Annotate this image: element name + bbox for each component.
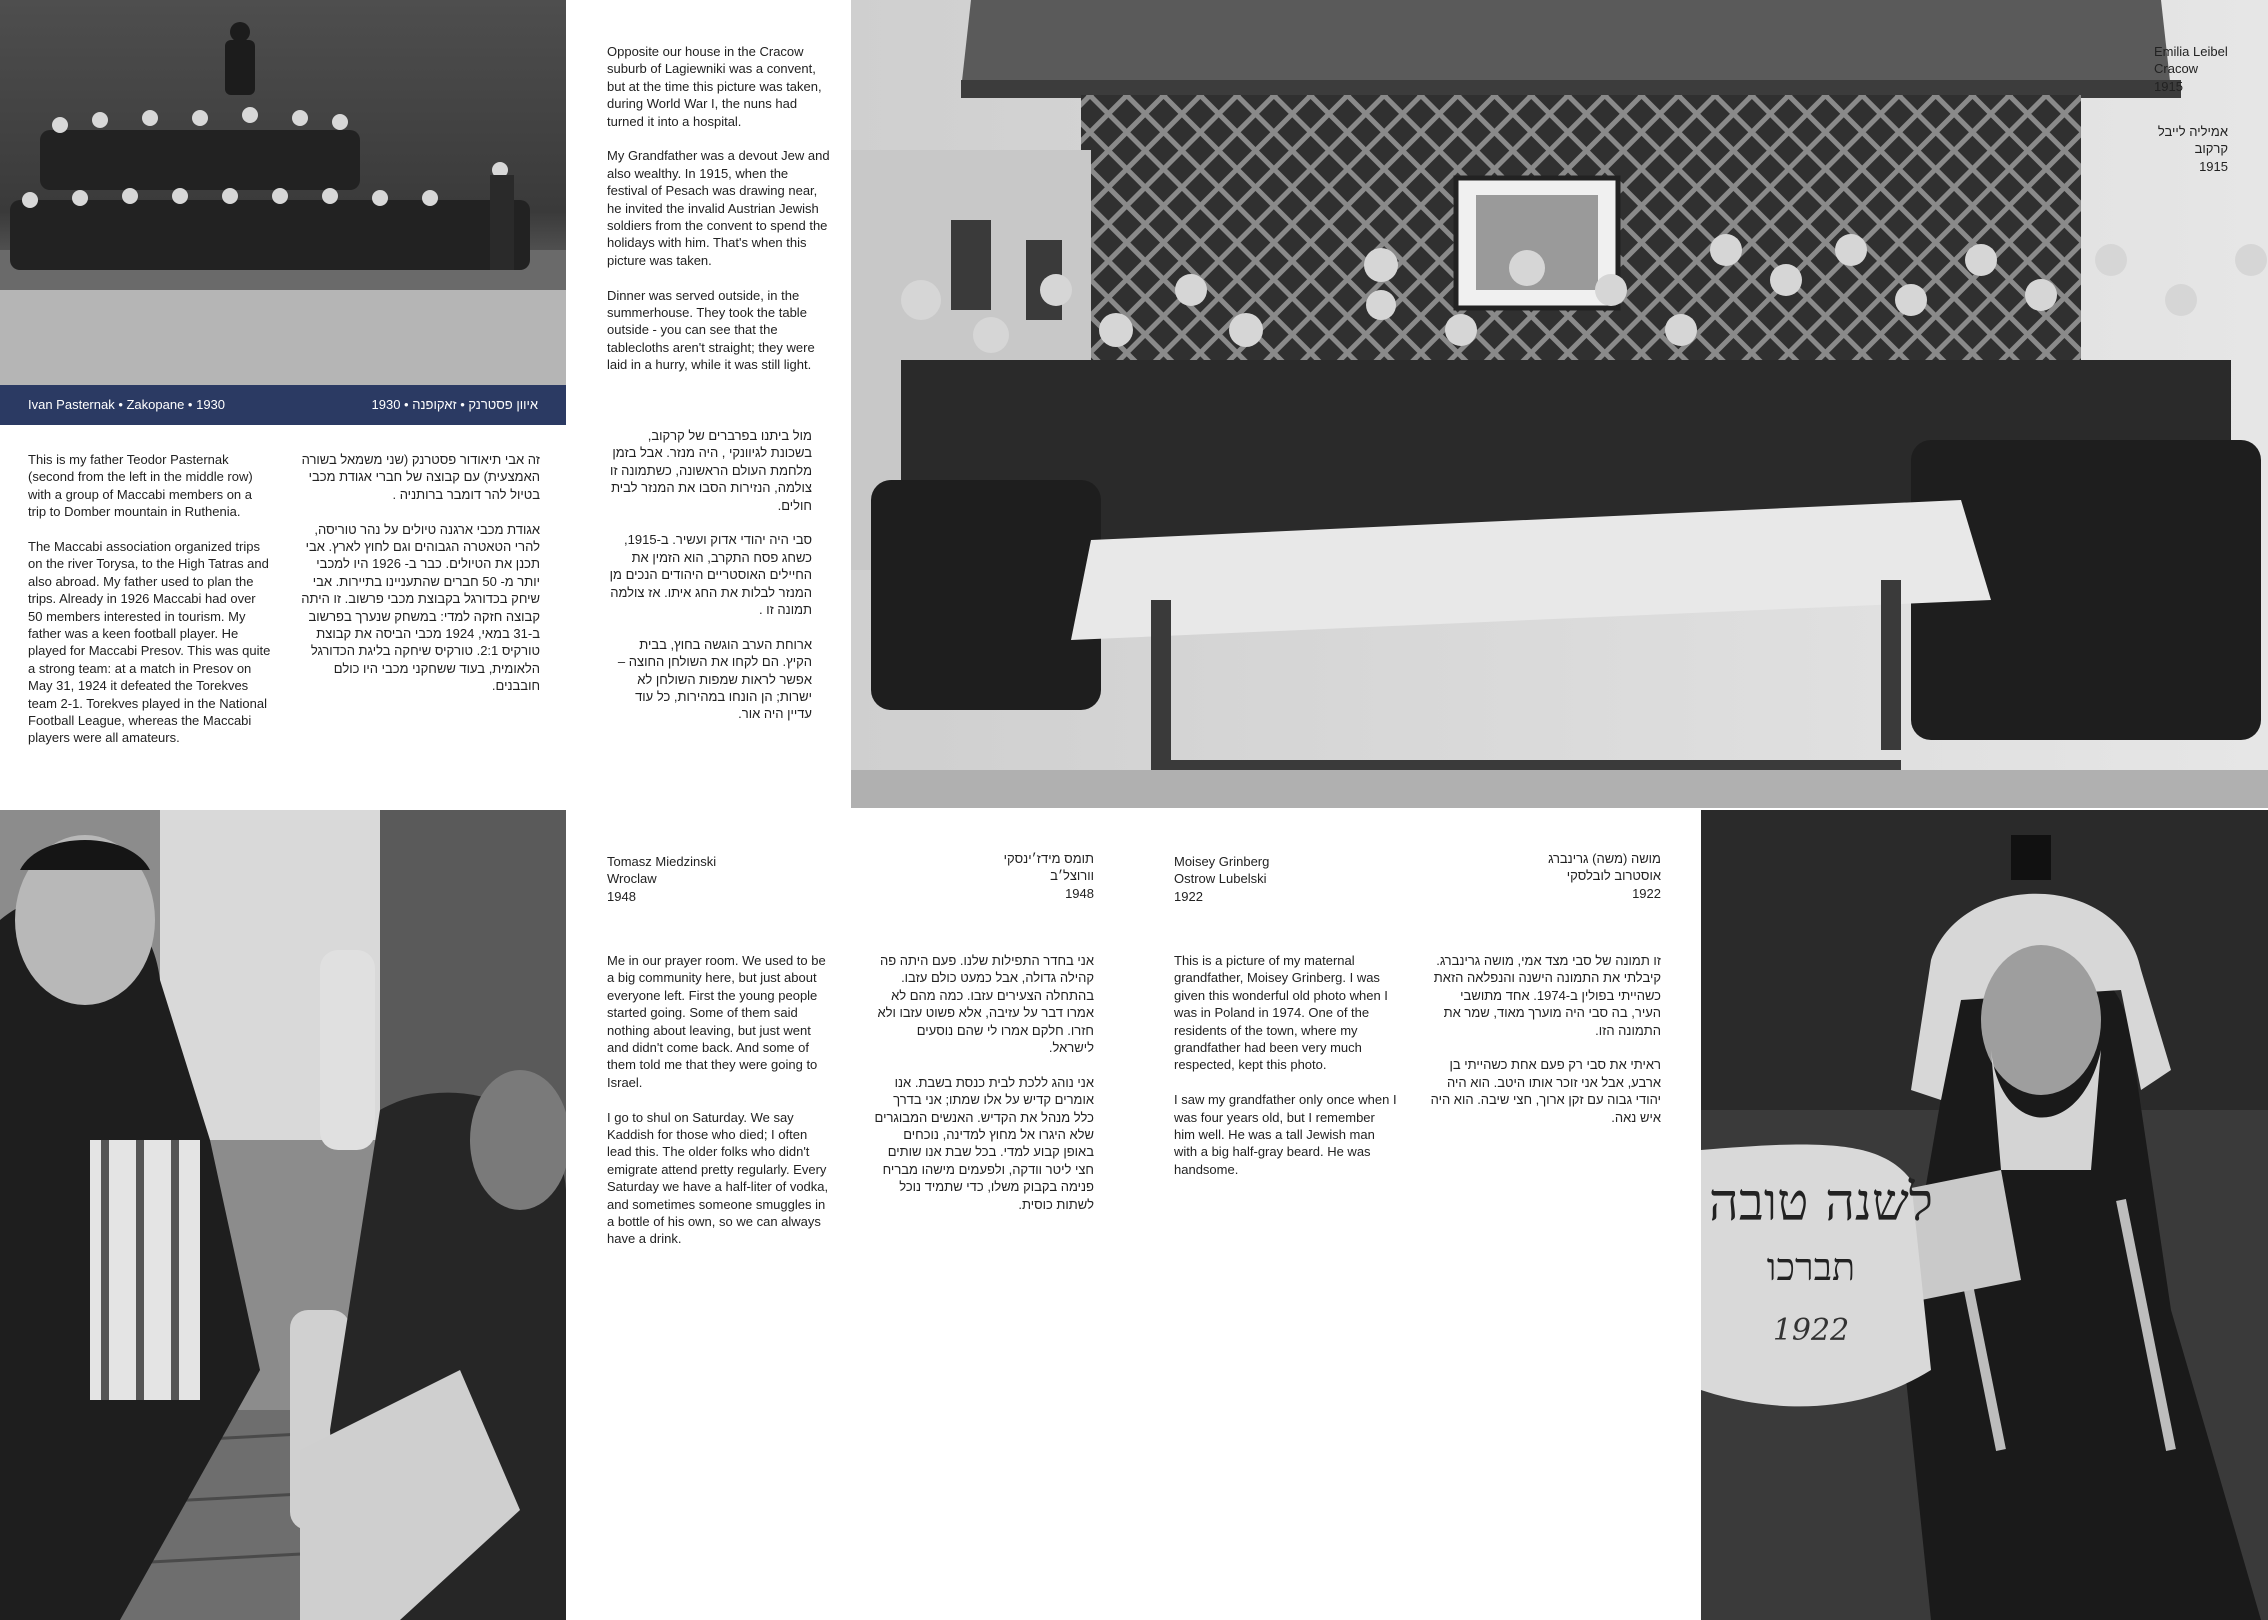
story-english-moisey: [1174, 952, 1399, 1196]
caption-hebrew-emilia: [2158, 123, 2228, 175]
caption-line: 1915: [2154, 78, 2183, 94]
caption-english-emilia: [2154, 43, 2228, 95]
caption-line: 1915: [2199, 158, 2228, 174]
banner-year-text: 1922: [1772, 1313, 1850, 1348]
story-english-tomasz: [607, 952, 832, 1265]
caption-line: אמיליה לייבל: [2157, 124, 2228, 139]
caption-hebrew-tomasz: [1004, 850, 1094, 902]
paragraph: I go to shul on Saturday. We say Kaddish for those who died; I often lead this. The older folks who didn't emigrate attend pretty regularly. Every Saturday we have a half-liter of vodka, and sometimes someone smuggles in a bottle of his own, so we can always have a drink.: [607, 1109, 829, 1247]
paragraph: This is a picture of my maternal grandfather, Moisey Grinberg. I was given this wonderful old photo when I was in Poland in 1974. One of the residents of the town, where my grandfather had been very much respected, kept this photo.: [1174, 953, 1388, 1073]
story-hebrew-tomasz: [870, 952, 1094, 1230]
caption-line: Tomasz Miedzinski: [607, 854, 717, 869]
paragraph: ארוחת הערב הוגשה בחוץ, בבית הקיץ. הם לקחו את השולחן החוצה – אפשר לראות שמפות השולחן לא ישרות; הן הונחו במהירות, כל עוד עדיין היה אור.: [617, 636, 812, 722]
banner-hebrew-text: לשנה טובה: [1708, 1173, 1934, 1233]
story-hebrew-cracow: [607, 427, 812, 740]
paragraph: I saw my grandfather only once when I was four years old, but I remember him well. He was a tall Jewish man with a big half-gray beard. He was handsome.: [1174, 1092, 1397, 1177]
caption-line: Wroclaw: [607, 871, 657, 887]
caption-line: קרקוב: [2194, 141, 2228, 157]
caption-line: וורוצל׳ב: [1050, 868, 1094, 884]
paragraph: סבי היה יהודי אדוק ועשיר. ב-1915, כשחג פסח התקרב, הוא הזמין את החיילים האוסטריים היהודים הנכים מן המנזר לבלות את החג איתו. אז צולמה תמונה זו .: [609, 532, 812, 618]
story-hebrew-moisey: [1430, 952, 1661, 1143]
paragraph: אני בחדר התפילות שלנו. פעם היתה פה קהילה גדולה, אבל כמעט כולם עזבו. בהתחלה הצעירים עזבו. כמה מהם לא אמרו דבר על עזיבה, אלא פשוט עזבו ולא חזרו. חלקם אמרו לי שהם נוסעים לישראל.: [877, 953, 1094, 1056]
caption-line: 1922: [1174, 888, 1203, 904]
caption-line: Emilia Leibel: [2154, 44, 2228, 59]
paragraph: The Maccabi association organized trips on the river Torysa, to the High Tatras and also abroad. My father used to plan the trips. Already in 1926 Maccabi had over 50 members interested in tourism. My father was a keen football player. He played for Maccabi Presov. This was quite a strong team: at a match in Presov on May 31, 1924 it defeated the Torekves team 2-1. Torekves played in the National Football League, whereas the Maccabi players were all amateurs.: [28, 539, 271, 746]
paragraph: My Grandfather was a devout Jew and also wealthy. In 1915, when the festival of Pesach was drawing near, he invited the invalid Austrian Jewish soldiers from the convent to spend the holidays with him. That's when this picture was taken.: [607, 148, 830, 268]
story-english-cracow: [607, 43, 830, 391]
paragraph: זה אבי תיאודור פסטרנק (שני משמאל בשורה האמצעית) עם קבוצה של חברי אגודת מכבי בטיול להר דומבר ברותניה .: [301, 452, 540, 502]
paragraph: Me in our prayer room. We used to be a big community here, but just about everyone left. First the young people started going. Some of them said nothing about leaving, but just went and didn't come back. And some of them told me that they were going to Israel.: [607, 953, 826, 1090]
paragraph: Dinner was served outside, in the summerhouse. They took the table outside - you can see that the tablecloths aren't straight; they were laid in a hurry, while it was still light.: [607, 287, 815, 373]
caption-line: Cracow: [2154, 61, 2199, 77]
caption-line: Ostrow Lubelski: [1174, 871, 1267, 887]
paragraph: מול ביתנו בפרברים של קרקוב, בשכונת לגיוונקי , היה מנזר. אבל בזמן מלחמת העולם הראשונה, כשתמונה זו צולמה, הנזירות הסבו את המנזר לבית חולים.: [609, 428, 812, 513]
paragraph: זו תמונה של סבי מצד אמי, מושה גרינברג. קיבלתי את התמונה הישנה והנפלאה הזאת כשהייתי בפולין ב-1974. אחד מתושבי העיר, בה סבי היה מוערך מאוד, שמר את התמונה הזו.: [1433, 953, 1661, 1038]
caption-hebrew: איוון פסטרנק • זאקופנה • 1930: [371, 397, 538, 412]
paragraph: Opposite our house in the Cracow suburb of Lagiewniki was a convent, but at the time this picture was taken, during World War I, the nuns had turned it into a hospital.: [607, 44, 822, 129]
photo-caption-banner: [0, 385, 566, 425]
paragraph: This is my father Teodor Pasternak (second from the left in the middle row) with a group of Maccabi members on a trip to Domber mountain in Ruthenia.: [28, 452, 253, 520]
prayer-room-photo: [0, 810, 566, 1620]
story-english-maccabi: [28, 451, 273, 764]
caption-english-moisey: [1174, 853, 1269, 905]
caption-english-tomasz: [607, 853, 716, 905]
caption-english: Ivan Pasternak • Zakopane • 1930: [28, 397, 226, 412]
caption-line: 1948: [1065, 885, 1094, 901]
caption-hebrew-moisey: [1548, 850, 1661, 902]
paragraph: אגודת מכבי ארגנה טיולים על נהר טוריסה, להרי הטאטרה הגבוהים וגם לחוץ לארץ. אבי תכנן את הטיולים. כבר ב- 1926 היו למכבי יותר מ- 50 חברים שהתעניינו בתיירות. אבי שיחק בכדורגל בקבוצת מכבי פרשוב. זו היתה קבוצה חזקה למדי: במשחק שנערך בפרשוב ב-31 במאי, 1924 מכבי הביסה את קבוצת טורקיס 2:1. טורקיס שיחקה בליגת הכדורגל הלאומית, בעוד ששחקני מכבי היו כולם חובבנים.: [301, 521, 540, 694]
caption-line: אוסטרוב לובלסקי: [1566, 868, 1661, 884]
paragraph: אני נוהג ללכת לבית כנסת בשבת. אנו אומרים קדיש על אלו שמתו; אני בדרך כלל מנהל את הקדיש. האנשים המבוגרים שלא היגרו אל מחוץ למדינה, נוכחים באופן קבוע למדי. בכל שבת אנו שותים חצי ליטר וודקה, ולפעמים מישהו מבריח פנימה בקבוק משלו, כדי שתמיד נוכל לשתות כוסית.: [874, 1074, 1094, 1212]
caption-line: 1922: [1632, 885, 1661, 901]
story-hebrew-maccabi: [300, 451, 540, 712]
caption-line: מושה (משה) גרינברג: [1548, 851, 1661, 866]
maccabi-group-photo: [0, 0, 566, 385]
caption-line: תומס מידז׳ינסקי: [1003, 851, 1094, 866]
pesach-dinner-photo: [851, 0, 2268, 808]
paragraph: ראיתי את סבי רק פעם אחת כשהייתי בן ארבע, אבל אני זוכר אותו היטב. הוא היה יהודי גבוה עם זקן ארוך, חצי שיבה. הוא היה איש נאה.: [1430, 1057, 1661, 1125]
caption-line: 1948: [607, 888, 636, 904]
caption-line: Moisey Grinberg: [1174, 854, 1270, 869]
banner-hebrew-subtext: תברכו: [1766, 1245, 1856, 1289]
grandfather-portrait-photo: [1701, 810, 2268, 1620]
